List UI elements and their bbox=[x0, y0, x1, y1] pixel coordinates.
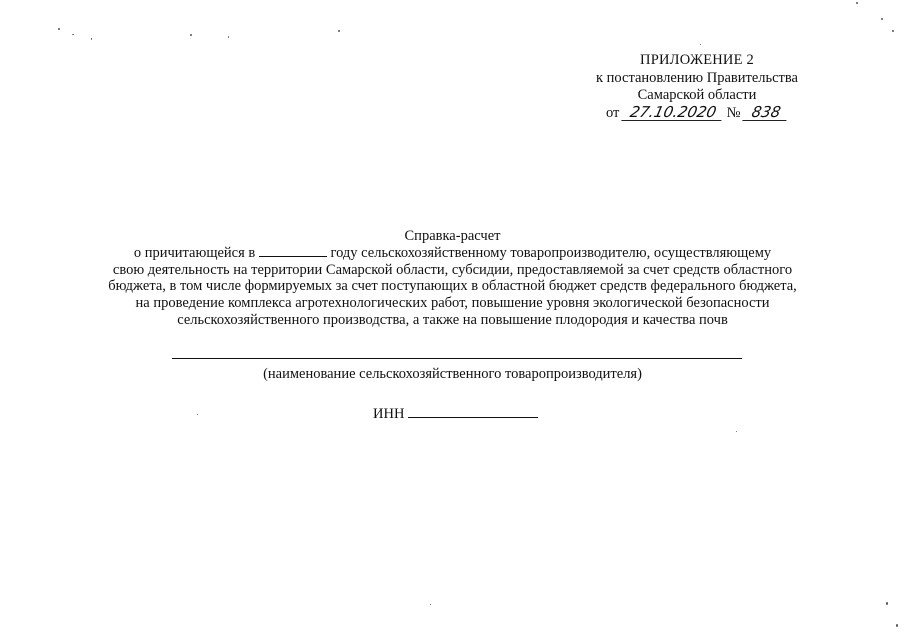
document-title-line-5: сельскохозяйственного производства, а также на повышение плодородия и качества почв bbox=[177, 311, 728, 328]
scan-speck bbox=[896, 624, 898, 627]
year-blank bbox=[259, 245, 327, 257]
date-prefix: от bbox=[605, 104, 620, 121]
scan-speck bbox=[892, 30, 894, 32]
appendix-title: ПРИЛОЖЕНИЕ 2 bbox=[640, 52, 754, 68]
document-title-line-1 bbox=[0, 245, 905, 262]
scan-speck bbox=[58, 28, 60, 30]
scan-speck bbox=[91, 38, 92, 40]
producer-name-caption: (наименование сельскохозяйственного товаропроизводителя) bbox=[263, 366, 642, 382]
document-title: Справка-расчет bbox=[404, 228, 501, 244]
appendix-decree-line: к постановлению Правительства bbox=[596, 69, 798, 86]
document-title-line-3: бюджета, в том числе формируемых за счет поступающих в областной бюджет средств федерального бюджета, bbox=[108, 278, 797, 295]
producer-name-line bbox=[172, 358, 742, 359]
appendix-date-line bbox=[567, 102, 827, 123]
scan-speck bbox=[197, 414, 198, 415]
inn-label: ИНН bbox=[373, 406, 405, 422]
title-line-1-start: о причитающейся в bbox=[133, 244, 256, 261]
appendix-header bbox=[567, 52, 827, 122]
number-prefix: № bbox=[726, 104, 741, 121]
scan-speck bbox=[700, 44, 701, 45]
title-line-1-end: году сельскохозяйственному товаропроизводителю, осуществляющему bbox=[330, 244, 772, 261]
scan-speck bbox=[72, 34, 74, 35]
inn-field bbox=[373, 405, 538, 423]
scan-speck bbox=[856, 2, 858, 4]
document-title-line-4: на проведение комплекса агротехнологических работ, повышение уровня экологической безопасности bbox=[135, 295, 770, 312]
scan-speck bbox=[338, 30, 340, 32]
scan-speck bbox=[886, 602, 888, 605]
inn-blank-line bbox=[408, 405, 538, 418]
scan-speck bbox=[228, 36, 229, 38]
appendix-region-line: Самарской области bbox=[637, 87, 757, 103]
scan-speck bbox=[430, 604, 431, 605]
document-title-block bbox=[0, 228, 905, 329]
scan-speck bbox=[881, 18, 883, 20]
scan-speck bbox=[190, 34, 192, 36]
document-title-line-2: свою деятельность на территории Самарской области, субсидии, предоставляемой за счет средств областного bbox=[112, 261, 793, 278]
handwritten-number: 838 bbox=[742, 105, 789, 121]
scan-speck bbox=[736, 431, 737, 432]
handwritten-date: 27.10.2020 bbox=[621, 105, 724, 121]
